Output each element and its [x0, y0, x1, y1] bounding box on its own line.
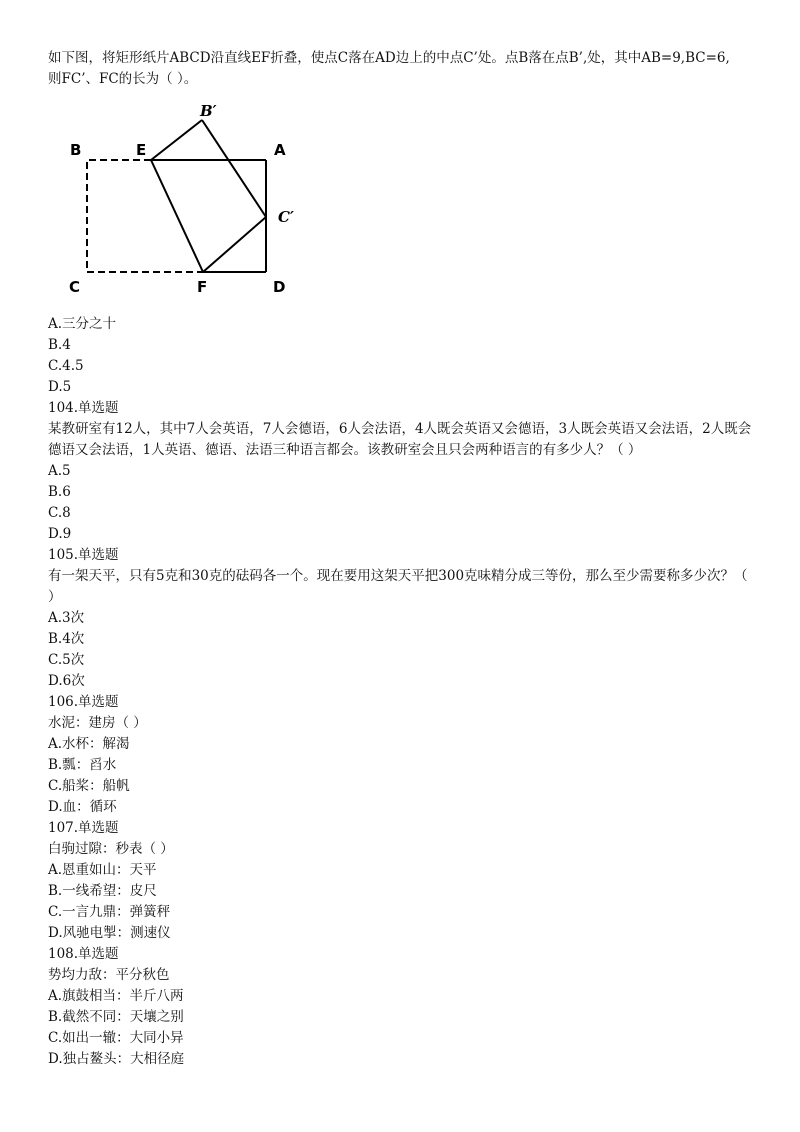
q108-option-d: D.独占鳌头：大相径庭 — [48, 1051, 185, 1067]
label-d: D — [273, 278, 286, 296]
q105-option-d: D.6次 — [48, 673, 85, 689]
q107-option-d: D.风驰电掣：测速仪 — [48, 925, 171, 941]
label-c: C — [69, 278, 81, 296]
label-e: E — [136, 141, 147, 159]
q103-stem-line1: 如下图，将矩形纸片ABCD沿直线EF折叠，使点C落在AD边上的中点C’处。点B落在点B’,处，其中AB=9,BC=6, — [48, 50, 730, 66]
q107-option-b: B.一线希望：皮尺 — [48, 883, 157, 899]
q105-stem: 有一架天平，只有5克和30克的砝码各一个。现在要用这架天平把300克味精分成三等份，那么至少需要称多少次？（ ） — [48, 568, 748, 605]
q104-option-a: A.5 — [48, 463, 71, 479]
q104-option-c: C.8 — [48, 505, 71, 521]
q105-option-c: C.5次 — [48, 652, 85, 668]
edge-e-bp — [151, 120, 202, 160]
q106-option-a: A.水杯：解渴 — [48, 736, 130, 752]
label-f: F — [197, 278, 208, 296]
edge-cp-f — [203, 217, 266, 272]
q108-stem: 势均力敌：平分秋色 — [48, 967, 170, 983]
q104-option-d: D.9 — [48, 526, 72, 542]
q103-stem-line2: 则FC’、FC的长为（ ）。 — [48, 71, 198, 87]
q106-option-b: B.瓢：舀水 — [48, 757, 117, 773]
q108-option-b: B.截然不同：天壤之别 — [48, 1009, 184, 1025]
q107-header: 107.单选题 — [48, 820, 119, 836]
q108-header: 108.单选题 — [48, 946, 119, 962]
q106-stem: 水泥：建房（ ） — [48, 715, 147, 731]
q106-header: 106.单选题 — [48, 694, 119, 710]
q104-option-b: B.6 — [48, 484, 71, 500]
edge-bp-cp — [202, 120, 266, 217]
q104-header: 104.单选题 — [48, 400, 119, 416]
q107-stem: 白驹过隙：秒表（ ） — [48, 841, 174, 857]
q103-option-a: A.三分之十 — [48, 316, 117, 332]
q108-option-a: A.旗鼓相当：半斤八两 — [48, 988, 184, 1004]
q107-option-a: A.恩重如山：天平 — [48, 862, 157, 878]
q106-option-c: C.船桨：船帆 — [48, 778, 130, 794]
dashed-edge-e-b-c-f — [87, 160, 203, 272]
label-c-prime: C′ — [278, 208, 294, 226]
q103-option-c: C.4.5 — [48, 358, 84, 374]
q103-option-d: D.5 — [48, 379, 72, 395]
label-b: B — [70, 141, 82, 159]
fold-line-ef — [151, 160, 203, 272]
q106-option-d: D.血：循环 — [48, 799, 117, 815]
q103-option-b: B.4 — [48, 337, 71, 353]
q107-option-c: C.一言九鼎：弹簧秤 — [48, 904, 171, 920]
label-b-prime: B′ — [200, 102, 217, 120]
q105-header: 105.单选题 — [48, 547, 119, 563]
fold-diagram — [60, 96, 310, 306]
label-a: A — [274, 141, 286, 159]
q105-option-a: A.3次 — [48, 610, 85, 626]
q108-option-c: C.如出一辙：大同小异 — [48, 1030, 184, 1046]
q105-option-b: B.4次 — [48, 631, 85, 647]
q104-stem: 某教研室有12人，其中7人会英语，7人会德语，6人会法语，4人既会英语又会德语，3人既会英语又会法语，2人既会德语又会法语，1人英语、德语、法语三种语言都会。该教研室会且只会两种语言的有多少人？（ ） — [48, 421, 752, 458]
